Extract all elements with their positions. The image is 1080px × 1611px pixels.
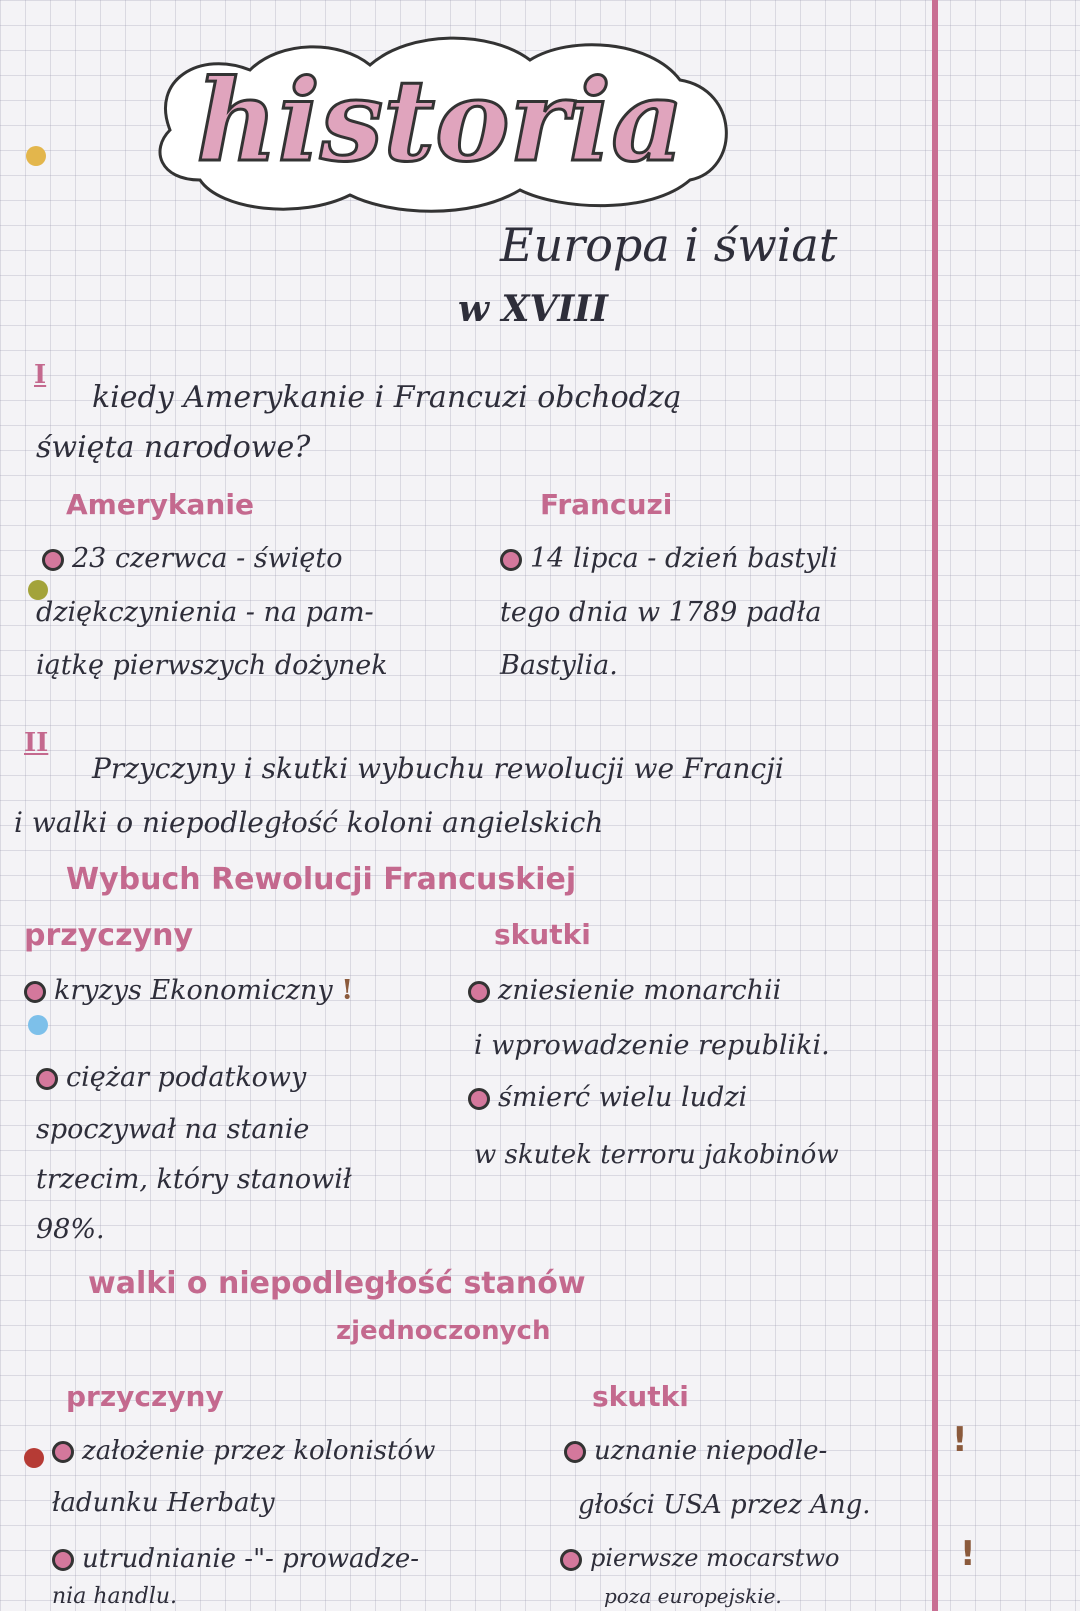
effects-label: skutki: [494, 918, 591, 951]
causes-label: przyczyny: [24, 918, 193, 953]
french-revolution-heading: Wybuch Rewolucji Francuskiej: [66, 862, 577, 897]
cause2-1: założenie przez kolonistów: [52, 1436, 435, 1466]
cause2-2: ładunku Herbaty: [52, 1488, 275, 1518]
title-logo: [130, 20, 750, 220]
french-line-3: Bastylia.: [500, 650, 618, 681]
americans-line-3: iątkę pierwszych dożynek: [36, 650, 388, 681]
french-line-1: 14 lipca - dzień bastyli: [500, 543, 838, 574]
bullet-icon: [500, 549, 522, 571]
subtitle-line-2: w XVIII: [458, 288, 608, 330]
punch-hole: [26, 146, 46, 166]
section-1-question-line-1: kiedy Amerykanie i Francuzi obchodzą: [92, 380, 682, 415]
effect-3: śmierć wielu ludzi: [468, 1082, 747, 1113]
bullet-icon: [52, 1549, 74, 1571]
subtitle-line-1: Europa i świat: [500, 218, 838, 272]
punch-hole: [28, 1015, 48, 1035]
cause-4: trzecim, który stanowił: [36, 1164, 352, 1195]
punch-hole: [24, 1448, 44, 1468]
bullet-icon: [468, 981, 490, 1003]
effects2-label: skutki: [592, 1380, 689, 1413]
cause-2: ciężar podatkowy: [36, 1062, 306, 1093]
effect2-4: poza europejskie.: [604, 1584, 782, 1608]
cause-3: spoczywał na stanie: [36, 1114, 310, 1145]
section-1-question-line-2: święta narodowe?: [36, 430, 311, 465]
effect-2: i wprowadzenie republiki.: [474, 1030, 830, 1061]
bullet-icon: [468, 1088, 490, 1110]
cause2-4: nia handlu.: [52, 1584, 178, 1609]
section-2-title-line-2: i walki o niepodległość koloni angielskich: [14, 806, 604, 839]
bullet-icon: [52, 1441, 74, 1463]
exclamation-icon: !: [952, 1420, 968, 1460]
cause-5: 98%.: [36, 1214, 105, 1245]
independence-heading-line-2: zjednoczonych: [336, 1316, 551, 1346]
bullet-icon: [564, 1441, 586, 1463]
cause-1: kryzys Ekonomiczny !: [24, 975, 353, 1006]
bullet-icon: [36, 1068, 58, 1090]
americans-line-1: 23 czerwca - święto: [42, 543, 342, 574]
effect-4: w skutek terroru jakobinów: [474, 1140, 839, 1170]
margin-line: [932, 0, 938, 1611]
effect2-2: głości USA przez Ang.: [578, 1490, 871, 1520]
title-logo-text: historia: [196, 56, 684, 187]
section-2-title-line-1: Przyczyny i skutki wybuchu rewolucji we Francji: [92, 752, 784, 785]
bullet-icon: [24, 981, 46, 1003]
section-2-number: II: [24, 728, 49, 758]
americans-heading: Amerykanie: [66, 488, 254, 521]
independence-heading-line-1: walki o niepodległość stanów: [88, 1266, 586, 1301]
effect2-1: uznanie niepodle-: [564, 1436, 827, 1466]
americans-line-2: dziękczynienia - na pam-: [36, 597, 374, 628]
cause2-3: utrudnianie -"- prowadze-: [52, 1544, 419, 1574]
bullet-icon: [560, 1549, 582, 1571]
effect-1: zniesienie monarchii: [468, 975, 781, 1006]
section-1-number: I: [34, 360, 47, 390]
french-line-2: tego dnia w 1789 padła: [500, 597, 822, 628]
effect2-3: pierwsze mocarstwo: [560, 1544, 839, 1572]
bullet-icon: [42, 549, 64, 571]
exclamation-icon: !: [341, 975, 354, 1006]
french-heading: Francuzi: [540, 488, 673, 521]
causes2-label: przyczyny: [66, 1380, 224, 1413]
exclamation-icon: !: [960, 1534, 976, 1574]
